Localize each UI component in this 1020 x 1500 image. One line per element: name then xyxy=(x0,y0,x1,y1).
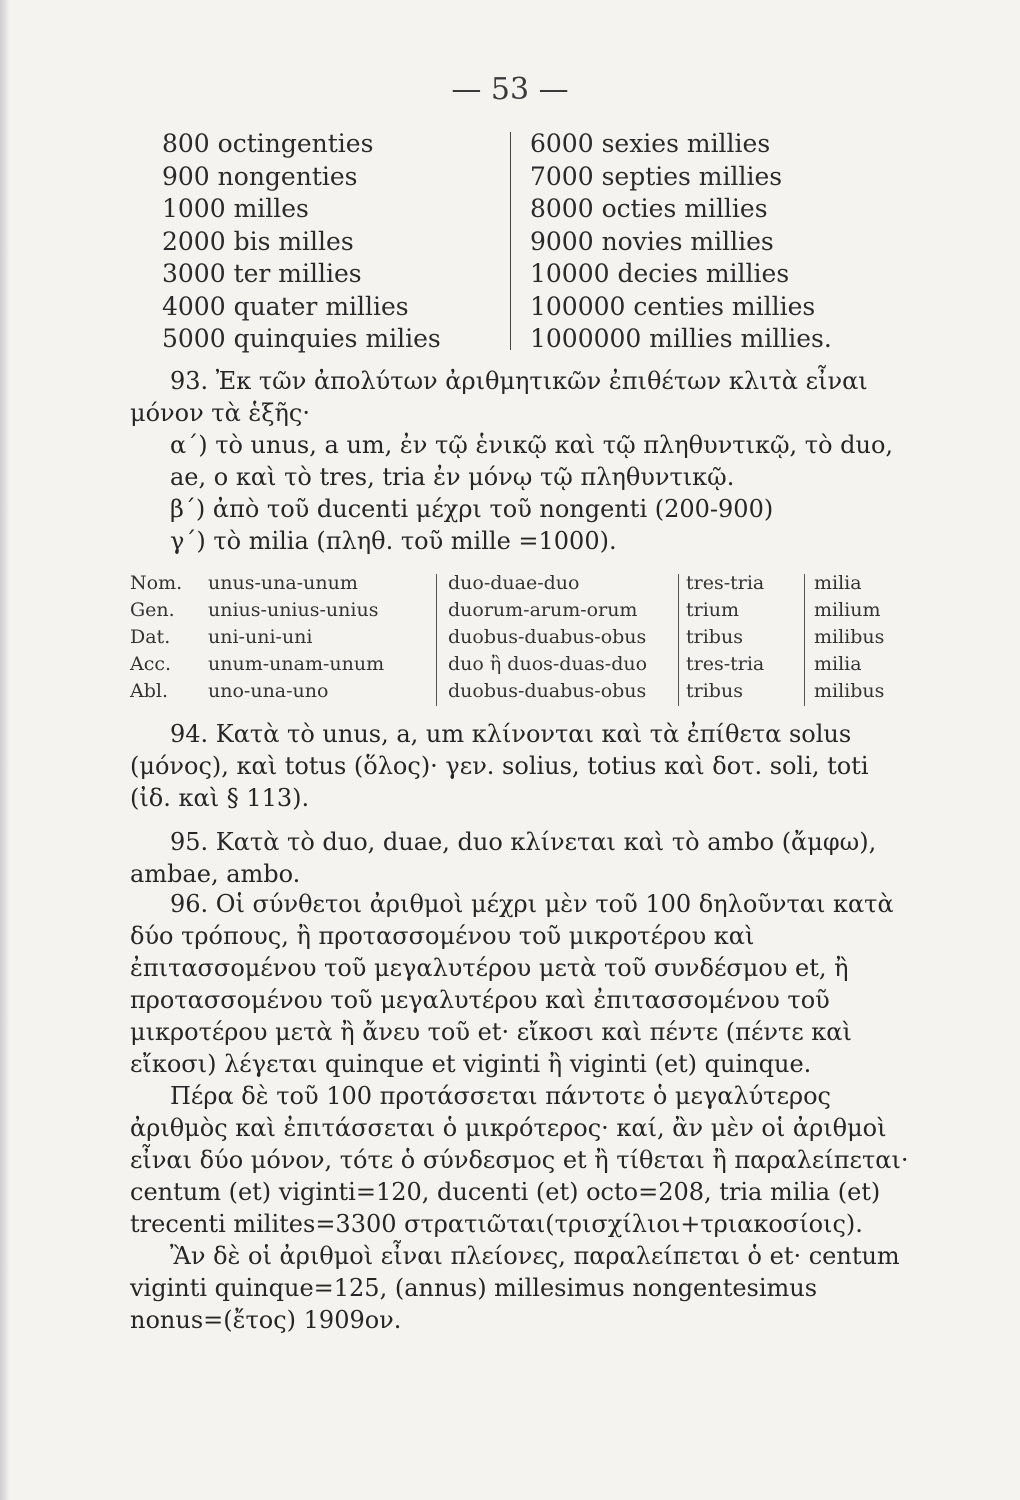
declension-cell: uno-una-uno xyxy=(208,680,329,702)
paragraph-94 xyxy=(130,718,910,814)
declension-cell: duobus-duabus-obus xyxy=(448,626,647,648)
declension-cell: milibus xyxy=(814,680,885,702)
case-label: Gen. xyxy=(130,599,175,621)
declension-cell: tres-tria xyxy=(686,572,765,594)
declension-cell: milia xyxy=(814,572,862,594)
declension-cell: tribus xyxy=(686,626,743,648)
numerals-left-column xyxy=(162,128,441,356)
case-label: Abl. xyxy=(130,680,168,702)
numeral-row: 800 octingenties xyxy=(162,129,374,158)
declension-cell: tres-tria xyxy=(686,653,765,675)
declension-cell: duorum-arum-orum xyxy=(448,599,638,621)
declension-tres-column xyxy=(686,570,764,705)
declension-cell: tribus xyxy=(686,680,743,702)
page-number: — 53 — xyxy=(451,72,569,107)
declension-cell: milia xyxy=(814,653,862,675)
declension-table xyxy=(130,570,920,710)
declension-cell: duo-duae-duo xyxy=(448,572,580,594)
numeral-row: 8000 octies millies xyxy=(530,194,768,223)
declension-unus-column xyxy=(208,570,384,705)
numerals-table xyxy=(150,128,910,358)
paragraph-96-text: 96. Οἱ σύνθετοι ἀριθμοὶ μέχρι μὲν τοῦ 100 δηλοῦνται κατὰ δύο τρόπους, ἢ προτασσομένου τοῦ μικροτέρου καὶ ἐπιτασσομένου τοῦ μεγαλυτέρου μετὰ τοῦ συνδέσμου et, ἢ προτασσομένου τοῦ μεγαλυτέρου καὶ ἐπιτασσομένου τοῦ μικροτέρου μετὰ ἢ ἄνευ τοῦ et· εἴκοσι καὶ πέντε (πέντε καὶ εἴκοσι) λέγεται quinque et viginti ἢ viginti (et) quinque. xyxy=(130,890,894,1078)
numeral-row: 9000 novies millies xyxy=(530,226,774,256)
paragraph-94-text: 94. Κατὰ τὸ unus, a, um κλίνονται καὶ τὰ ἐπίθετα solus (μόνος), καὶ totus (ὅλος)· γεν. solius, totius καὶ δοτ. soli, toti (ἰδ. καὶ § 113). xyxy=(130,720,869,812)
column-divider xyxy=(436,574,437,706)
column-divider xyxy=(804,574,805,706)
declension-duo-column xyxy=(448,570,647,705)
page-binding-edge xyxy=(0,0,10,1500)
numeral-row: 10000 decies millies xyxy=(530,259,790,288)
declension-cell: duobus-duabus-obus xyxy=(448,680,647,702)
case-label: Dat. xyxy=(130,626,171,648)
declension-cell: trium xyxy=(686,599,740,621)
declension-cell: uni-uni-uni xyxy=(208,626,313,648)
numeral-row: 1000000 millies millies. xyxy=(530,324,832,353)
column-divider xyxy=(510,132,511,350)
paragraph-93-intro: 93. Ἐκ τῶν ἀπολύτων ἀριθμητικῶν ἐπιθέτων κλιτὰ εἶναι μόνον τὰ ἑξῆς· xyxy=(130,367,868,427)
paragraph-96-final: Ἂν δὲ οἱ ἀριθμοὶ εἶναι πλείονες, παραλείπεται ὁ et· centum viginti quinque=125, (annus) millesimus nongentesimus nonus=(ἔτος) 1909ον. xyxy=(130,1242,900,1334)
paragraph-93 xyxy=(130,365,910,557)
declension-cases-column xyxy=(130,570,182,705)
numerals-right-column xyxy=(530,128,832,356)
paragraph-93-alpha: α΄) τὸ unus, a um, ἐν τῷ ἑνικῷ καὶ τῷ πληθυντικῷ, τὸ duo, ae, o καὶ τὸ tres, tria ἐν μόνῳ τῷ πληθυντικῷ. xyxy=(170,431,894,491)
numeral-row: 4000 quater millies xyxy=(162,291,409,321)
declension-cell: unum-unam-unum xyxy=(208,653,385,675)
numeral-row: 6000 sexies millies xyxy=(530,129,771,158)
paragraph-95 xyxy=(130,826,910,890)
declension-cell: unus-una-unum xyxy=(208,572,358,594)
column-divider xyxy=(678,574,679,706)
numeral-row: 5000 quinquies milies xyxy=(162,324,441,353)
paragraph-93-gamma: γ΄) τὸ milia (πληθ. τοῦ mille =1000). xyxy=(170,527,617,555)
case-label: Nom. xyxy=(130,572,183,594)
declension-cell: milium xyxy=(814,599,881,621)
paragraph-96 xyxy=(130,888,910,1336)
declension-cell: milibus xyxy=(814,626,885,648)
declension-cell: duo ἢ duos-duas-duo xyxy=(448,653,648,675)
numeral-row: 900 nongenties xyxy=(162,161,358,191)
numeral-row: 100000 centies millies xyxy=(530,291,816,321)
case-label: Acc. xyxy=(130,653,172,675)
numeral-row: 1000 milles xyxy=(162,194,309,223)
numeral-row: 3000 ter millies xyxy=(162,259,362,288)
numeral-row: 2000 bis milles xyxy=(162,226,354,256)
declension-cell: unius-unius-unius xyxy=(208,599,379,621)
paragraph-96-continued: Πέρα δὲ τοῦ 100 προτάσσεται πάντοτε ὁ μεγαλύτερος ἀριθμὸς καὶ ἐπιτάσσεται ὁ μικρότερος· καί, ἂν μὲν οἱ ἀριθμοὶ εἶναι δύο μόνον, τότε ὁ σύνδεσμος et ἢ τίθεται ἢ παραλείπεται· centum (et) viginti=120, ducenti (et) octo=208, tria milia (et) trecenti milites=3300 στρατιῶται(τρισχίλιοι+τριακοσίοις). xyxy=(130,1082,909,1238)
numeral-row: 7000 septies millies xyxy=(530,161,783,191)
declension-milia-column xyxy=(814,570,884,705)
paragraph-93-beta: β΄) ἀπὸ τοῦ ducenti μέχρι τοῦ nongenti (200-900) xyxy=(170,495,774,523)
paragraph-95-text: 95. Κατὰ τὸ duo, duae, duo κλίνεται καὶ τὸ ambo (ἄμφω), ambae, ambo. xyxy=(130,828,877,888)
